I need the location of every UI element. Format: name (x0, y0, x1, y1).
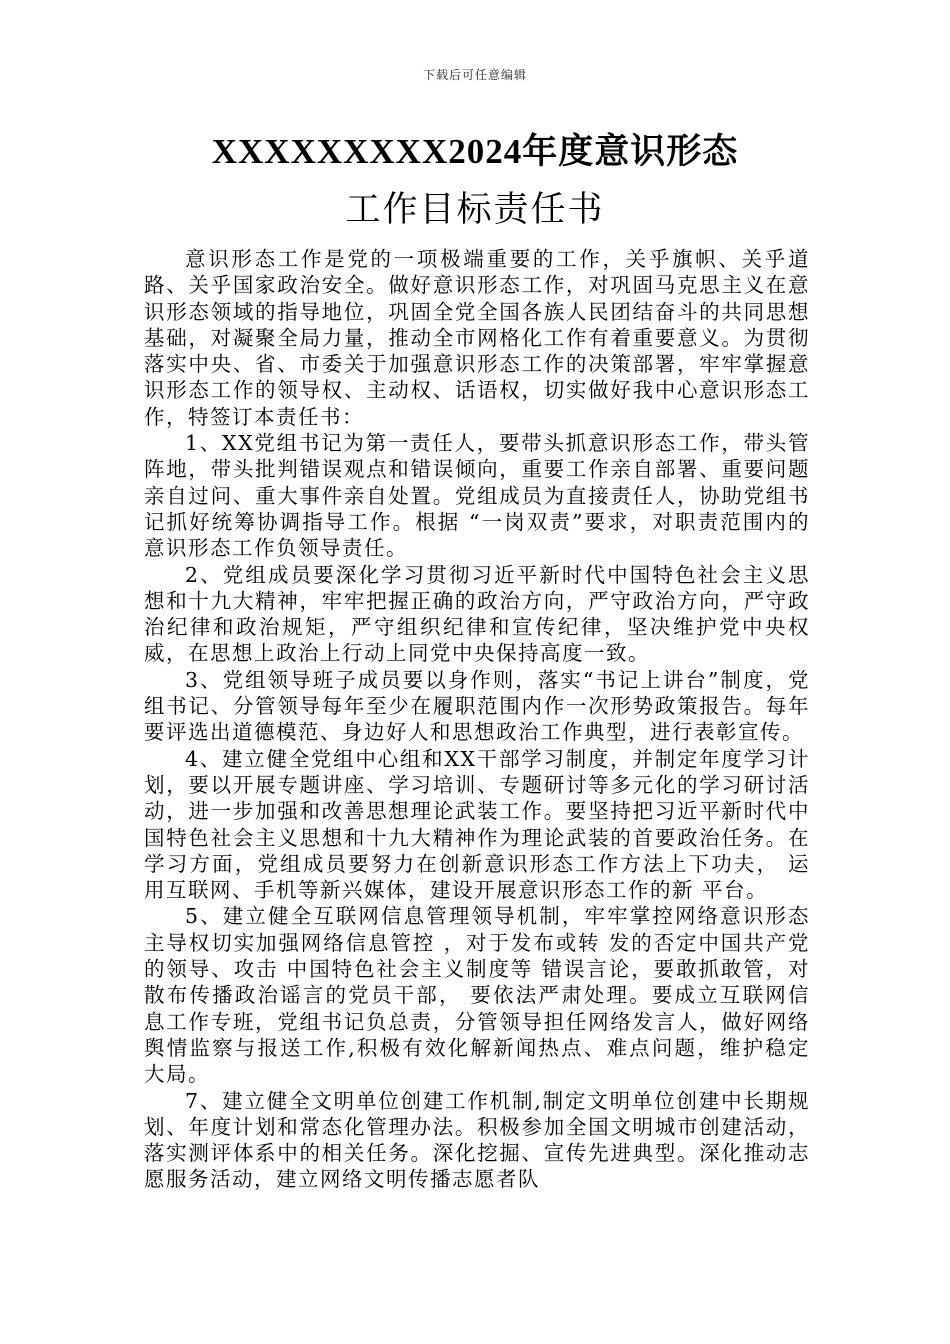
paragraph-item-7: 7、建立健全文明单位创建工作机制,制定文明单位创建中长期规划、年度计划和常态化管理办法。积极参加全国文明城市创建活动，落实测评体系中的相关任务。深化挖掘、宣传先进典型。深化推动志愿服务活动，建立网络文明传播志愿者队 (144, 1088, 810, 1192)
document-title-line-1: XXXXXXXXX2024年度意识形态 (211, 132, 739, 171)
document-body (144, 246, 810, 1193)
header-note: 下载后可任意编辑 (422, 68, 527, 82)
document-title-line-2: 工作目标责任书 (345, 190, 605, 230)
paragraph-item-1: 1、XX党组书记为第一责任人，要带头抓意识形态工作，带头管阵地，带头批判错误观点和错误倾向，重要工作亲自部署、重要问题亲自过问、重大事件亲自处置。党组成员为直接责任人，协助党组书记抓好统筹协调指导工作。根据 “一岗双责”要求，对职责范围内的意识形态工作负领导责任。 (144, 431, 810, 561)
paragraph-item-2: 2、党组成员要深化学习贯彻习近平新时代中国特色社会主义思想和十九大精神，牢牢把握正确的政治方向，严守政治方向，严守政治纪律和政治规矩，严守组织纪律和宣传纪律，坚决维护党中央权威，在思想上政治上行动上同党中央保持高度一致。 (144, 562, 810, 666)
paragraph-item-3: 3、党组领导班子成员要以身作则，落实“书记上讲台”制度，党组书记、分管领导每年至少在履职范围内作一次形势政策报告。每年要评选出道德模范、身边好人和思想政治工作典型，进行表彰宣传。 (144, 667, 810, 745)
paragraph-item-5: 5、建立健全互联网信息管理领导机制，牢牢掌控网络意识形态主导权切实加强网络信息管控 ，对于发布或转 发的否定中国共产党的领导、攻击 中国特色社会主义制度等 错误言论，要敢抓敢管，对散布传播政治谣言的党员干部， 要依法严肃处理。要成立互联网信息工作专班，党组书记负总责，分管领导担任网络发言人，做好网络舆情监察与报送工作,积极有效化解新闻热点、难点问题，维护稳定大局。 (144, 904, 810, 1087)
paragraph-item-4: 4、建立健全党组中心组和XX干部学习制度，并制定年度学习计划，要以开展专题讲座、学习培训、专题研讨等多元化的学习研讨活动，进一步加强和改善思想理论武装工作。要坚持把习近平新时代中国特色社会主义思想和十九大精神作为理论武装的首要政治任务。在学习方面，党组成员要努力在创新意识形态工作方法上下功夫， 运用互联网、手机等新兴媒体，建设开展意识形态工作的新 平台。 (144, 746, 810, 903)
paragraph-intro: 意识形态工作是党的一项极端重要的工作，关乎旗帜、关乎道路、关乎国家政治安全。做好意识形态工作，对巩固马克思主义在意识形态领域的指导地位，巩固全党全国各族人民团结奋斗的共同思想基础，对凝聚全局力量，推动全市网格化工作有着重要意义。为贯彻落实中央、省、市委关于加强意识形态工作的决策部署，牢牢掌握意识形态工作的领导权、主动权、话语权，切实做好我中心意识形态工作，特签订本责任书： (144, 247, 810, 429)
